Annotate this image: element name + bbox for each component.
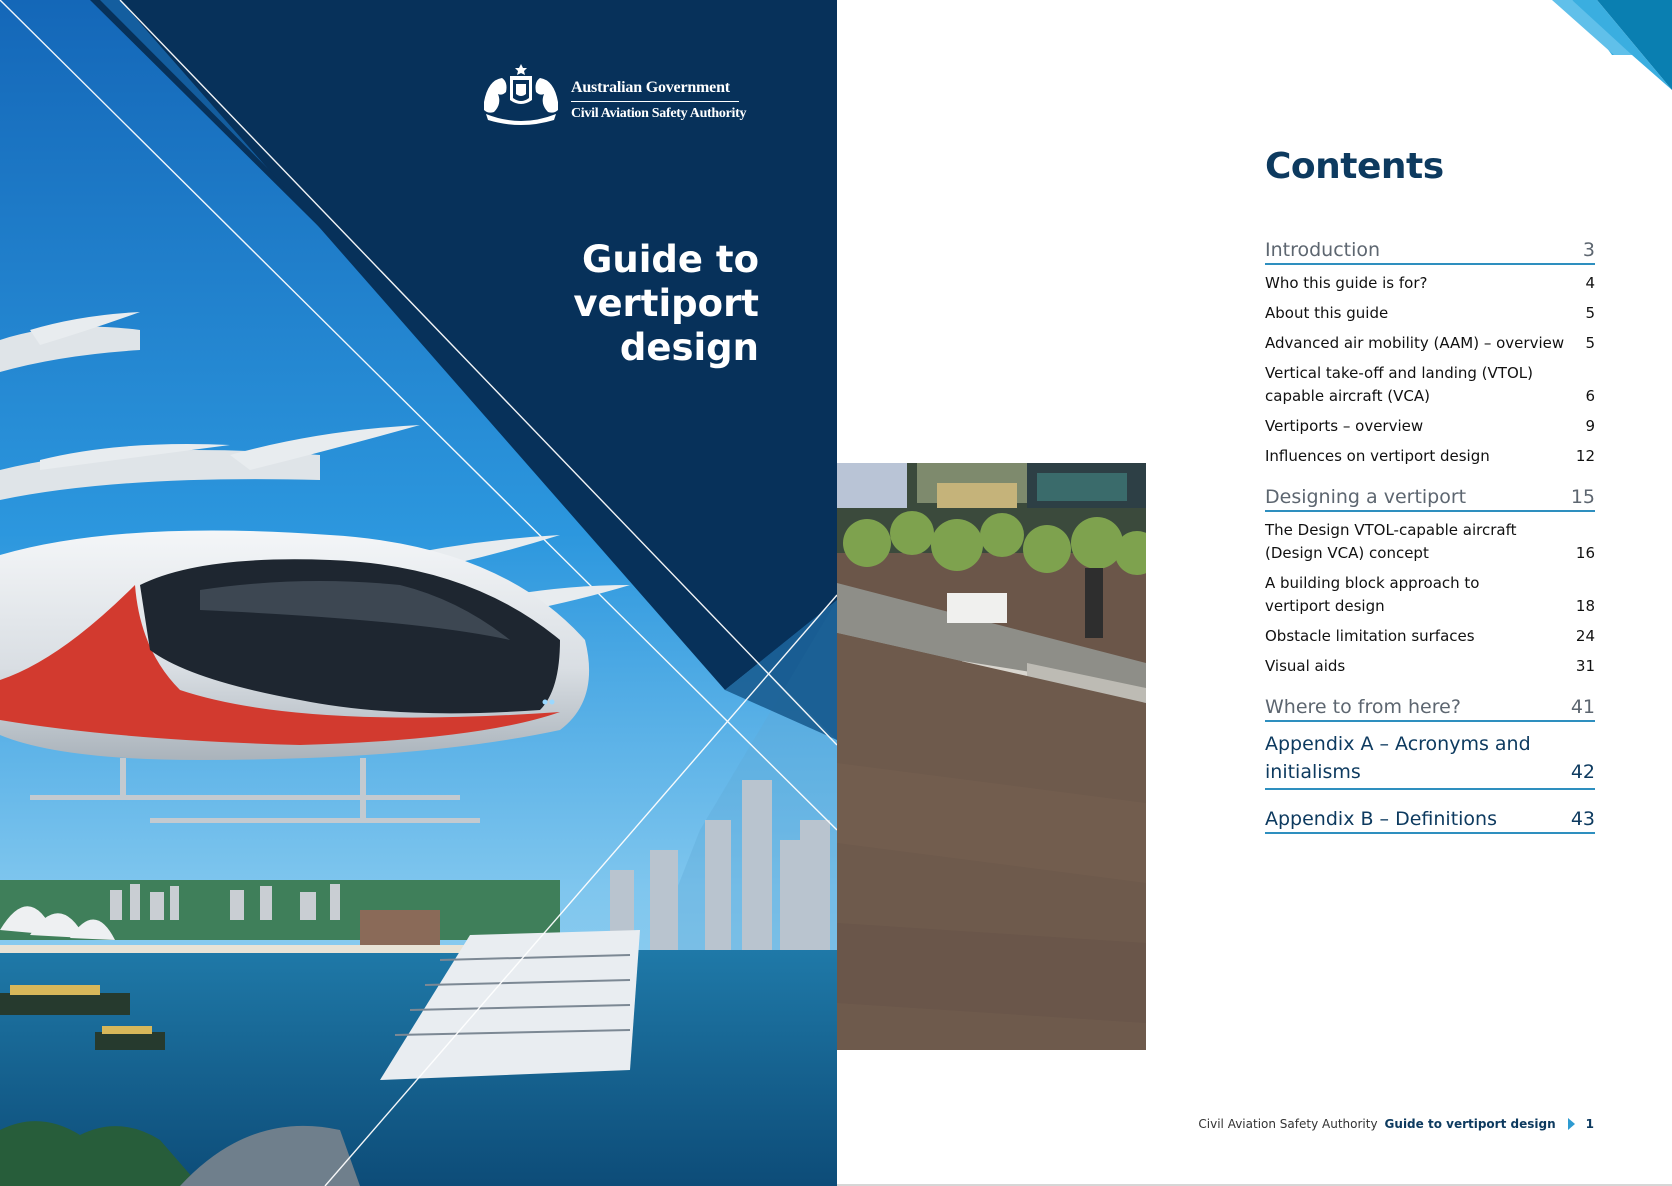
toc-entry-label: Vertical take-off and landing (VTOL) capable aircraft (VCA) xyxy=(1265,364,1533,405)
cover-title-line: Guide to xyxy=(582,238,759,281)
footer-document-title: Guide to vertiport design xyxy=(1384,1117,1556,1131)
toc-section-appendix-a[interactable] xyxy=(1265,734,1595,790)
cover-title-line: design xyxy=(619,326,759,369)
government-name: Australian Government xyxy=(571,79,730,96)
table-of-contents xyxy=(1265,232,1595,834)
triangle-right-icon xyxy=(1568,1118,1575,1130)
toc-page-number: 42 xyxy=(1570,761,1595,783)
toc-page-number: 41 xyxy=(1570,696,1595,718)
footer-page-number: 1 xyxy=(1585,1117,1594,1131)
toc-page-number: 9 xyxy=(1585,417,1595,435)
logo-divider xyxy=(571,101,739,102)
toc-section-designing[interactable] xyxy=(1265,478,1595,512)
toc-entry[interactable] xyxy=(1265,362,1595,408)
toc-section-label: Where to from here? xyxy=(1265,696,1461,718)
agency-name: Civil Aviation Safety Authority xyxy=(571,106,747,121)
toc-entry-label: About this guide xyxy=(1265,304,1389,322)
toc-entry-label: Who this guide is for? xyxy=(1265,274,1428,292)
toc-entry[interactable] xyxy=(1265,445,1595,468)
cover-title xyxy=(429,238,759,370)
toc-section-appendix-b[interactable] xyxy=(1265,800,1595,834)
toc-entry[interactable] xyxy=(1265,415,1595,438)
toc-page-number: 15 xyxy=(1570,486,1595,508)
toc-entry[interactable] xyxy=(1265,625,1595,648)
toc-entry[interactable] xyxy=(1265,655,1595,678)
river-photograph xyxy=(837,463,1146,1050)
page-footer xyxy=(1198,1117,1594,1131)
coat-of-arms-icon xyxy=(480,62,562,128)
toc-entry[interactable] xyxy=(1265,272,1595,295)
toc-page-number: 43 xyxy=(1570,808,1595,830)
footer-organisation: Civil Aviation Safety Authority xyxy=(1198,1117,1378,1131)
toc-entry[interactable] xyxy=(1265,332,1595,355)
toc-page-number: 5 xyxy=(1585,304,1595,322)
toc-section-introduction[interactable] xyxy=(1265,232,1595,265)
cover-title-line: vertiport xyxy=(573,282,759,325)
toc-section-label: Appendix B – Definitions xyxy=(1265,808,1497,830)
toc-page-number: 18 xyxy=(1575,597,1595,615)
toc-page-number: 4 xyxy=(1585,274,1595,292)
toc-page-number: 24 xyxy=(1575,627,1595,645)
toc-entry-label: Advanced air mobility (AAM) – overview xyxy=(1265,334,1565,352)
toc-section-label: Introduction xyxy=(1265,239,1381,261)
government-logo xyxy=(480,62,760,128)
toc-entry-label: Vertiports – overview xyxy=(1265,417,1424,435)
toc-entry[interactable] xyxy=(1265,302,1595,325)
toc-entry-label: A building block approach to vertiport design xyxy=(1265,574,1480,615)
toc-section-label: Designing a vertiport xyxy=(1265,486,1467,508)
toc-page-number: 16 xyxy=(1575,544,1595,562)
toc-entry-label: Obstacle limitation surfaces xyxy=(1265,627,1475,645)
toc-entry-label: The Design VTOL-capable aircraft (Design VCA) concept xyxy=(1265,521,1517,562)
corner-decoration xyxy=(1552,0,1672,90)
toc-entry-label: Visual aids xyxy=(1265,657,1346,675)
toc-entry[interactable] xyxy=(1265,572,1595,618)
contents-title: Contents xyxy=(1265,146,1444,187)
toc-entry[interactable] xyxy=(1265,519,1595,565)
toc-section-where-to[interactable] xyxy=(1265,688,1595,722)
toc-page-number: 12 xyxy=(1575,447,1595,465)
toc-entry-label: Influences on vertiport design xyxy=(1265,447,1490,465)
toc-page-number: 5 xyxy=(1585,334,1595,352)
toc-page-number: 31 xyxy=(1575,657,1595,675)
toc-section-label: Appendix A – Acronyms and initialisms xyxy=(1265,733,1531,783)
toc-page-number: 6 xyxy=(1585,387,1595,405)
toc-page-number: 3 xyxy=(1582,239,1595,261)
contents-page xyxy=(837,0,1672,1186)
